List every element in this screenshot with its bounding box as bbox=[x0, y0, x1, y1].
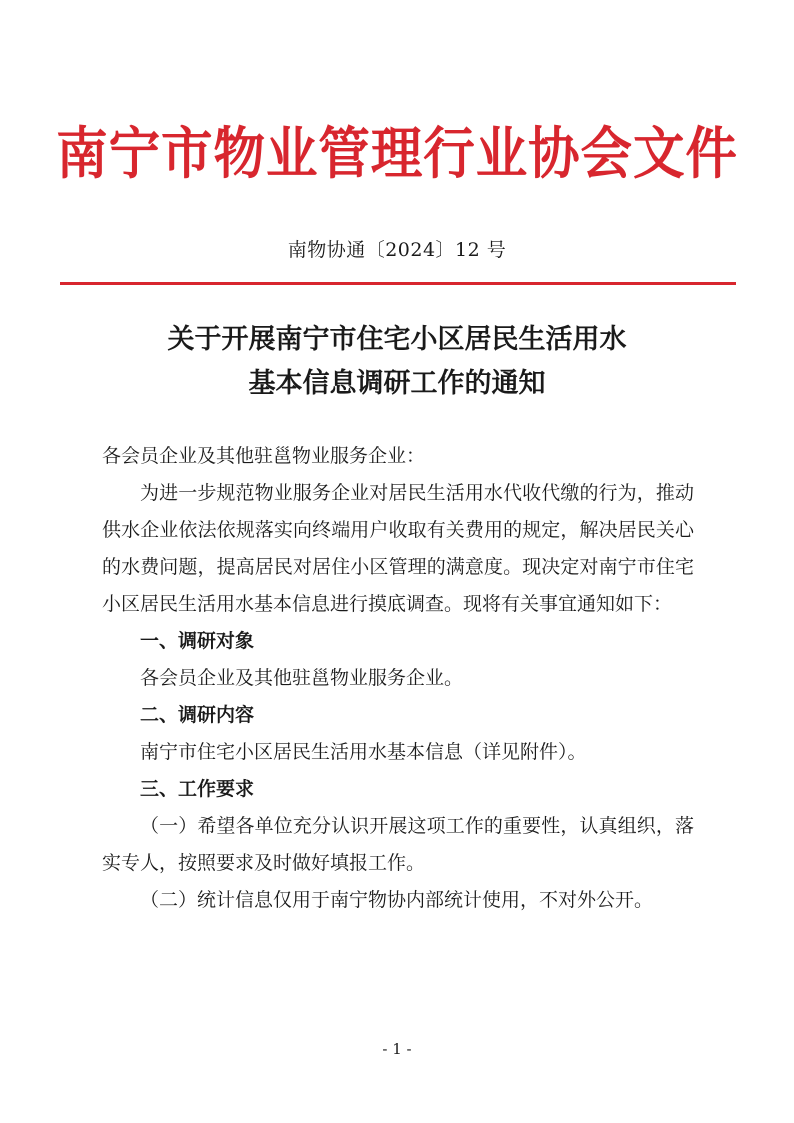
intro-paragraph: 为进一步规范物业服务企业对居民生活用水代收代缴的行为，推动供水企业依法依规落实向终端用户收取有关费用的规定，解决居民关心的水费问题，提高居民对居住小区管理的满意度。现决定对南宁市住宅小区居民生活用水基本信息进行摸底调查。现将有关事宜通知如下： bbox=[102, 482, 694, 615]
requirement-item-1: （一）希望各单位充分认识开展这项工作的重要性，认真组织，落实专人，按照要求及时做好填报工作。 bbox=[102, 815, 694, 874]
salutation: 各会员企业及其他驻邕物业服务企业： bbox=[102, 445, 426, 467]
page-number: - 1 - bbox=[382, 1040, 412, 1058]
section-heading-1: 一、调研对象 bbox=[140, 630, 255, 652]
section-text-1: 各会员企业及其他驻邕物业服务企业。 bbox=[140, 667, 464, 689]
red-divider bbox=[60, 282, 736, 285]
section-heading-3: 三、工作要求 bbox=[140, 778, 255, 800]
title-line-2: 基本信息调研工作的通知 bbox=[248, 368, 546, 399]
organization-header: 南宁市物业管理行业协会文件 bbox=[56, 121, 738, 187]
section-heading-2: 二、调研内容 bbox=[140, 704, 255, 726]
section-text-2: 南宁市住宅小区居民生活用水基本信息（详见附件）。 bbox=[140, 741, 587, 763]
requirement-item-2: （二）统计信息仅用于南宁物协内部统计使用，不对外公开。 bbox=[140, 889, 654, 911]
document-number: 南物协通〔2024〕12 号 bbox=[287, 239, 507, 261]
title-line-1: 关于开展南宁市住宅小区居民生活用水 bbox=[167, 324, 627, 355]
notice-title bbox=[0, 318, 794, 406]
notice-body bbox=[102, 438, 694, 919]
